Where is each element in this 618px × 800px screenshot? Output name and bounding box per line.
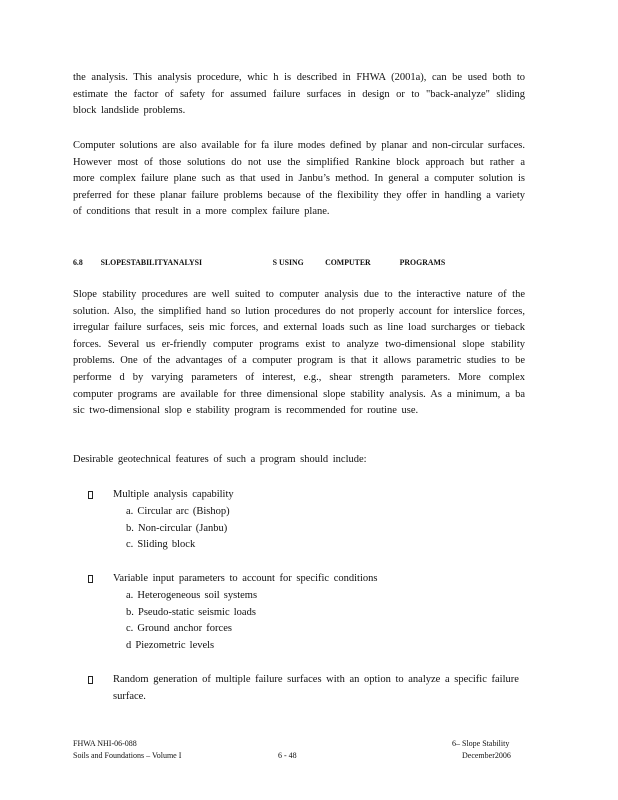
footer-chapter: 6– Slope Stability <box>452 739 510 748</box>
list-item <box>88 672 528 706</box>
footer-date: December2006 <box>462 751 511 760</box>
paragraph-slope-stability-procedures: Slope stability procedures are well suited to computer analysis due to the interactive nature of the solution. Also, the simplified hand so lution procedures do not properly account for interslice forces, irregular failure surfaces, seis mic forces, and external loads such as line load surcharges or tieback forces. Several us er-friendly computer programs exist to analyze two-dimensional slope stability problems. One of the advantages of a computer program is that it allows parametric studies to be performe d by varying parameters of interest, e.g., shear strength parameters. More complex computer programs are available for three dimensional slope stability analysis. As a minimum, a ba sic two-dimensional slop e stability program is recommended for routine use. <box>73 289 525 417</box>
paragraph-analysis: the analysis. This analysis procedure, whic h is described in FHWA (2001a), can be used both to estimate the factor of safety for assumed failure surfaces in design or to "back-analyze" sliding block landslide problems. <box>73 72 525 117</box>
bullet-box-icon <box>88 676 93 684</box>
sub-list-item: c. Ground anchor forces <box>126 623 232 635</box>
list-item <box>88 487 528 554</box>
feature-list <box>88 487 528 554</box>
sub-list-item: b. Pseudo-static seismic loads <box>126 606 256 618</box>
feature-list <box>88 571 528 655</box>
section-title-part-2: S USING <box>272 257 304 267</box>
footer-document-title: Soils and Foundations – Volume I <box>73 751 182 760</box>
footer-document-id: FHWA NHI-06-088 <box>73 739 137 748</box>
section-title-part-1: SLOPESTABILITYANALYSI <box>100 257 203 267</box>
section-title-part-3: COMPUTER <box>325 257 371 267</box>
sub-list-item: a. Circular arc (Bishop) <box>126 505 230 517</box>
section-title-part-4: PROGRAMS <box>399 257 446 267</box>
feature-list <box>88 672 528 706</box>
list-item-text: Variable input parameters to account for specific conditions <box>113 573 378 584</box>
sub-list-item: a. Heterogeneous soil systems <box>126 589 258 601</box>
bullet-box-icon <box>88 575 93 583</box>
list-item-text: Multiple analysis capability <box>113 489 234 500</box>
list-item <box>88 571 528 655</box>
section-number: 6.8 <box>73 257 83 267</box>
sub-list-item: b. Non-circular (Janbu) <box>126 522 228 534</box>
paragraph-desirable-features: Desirable geotechnical features of such a program should include: <box>73 454 367 465</box>
footer-left <box>73 738 181 762</box>
list-item-text: Random generation of multiple failure surfaces with an option to analyze a specific failure surface. <box>113 674 519 702</box>
bullet-box-icon <box>88 491 93 499</box>
page-number: 6 - 48 <box>278 751 297 760</box>
sub-list-item: d Piezometric levels <box>126 640 215 652</box>
sub-list-item: c. Sliding block <box>126 539 196 551</box>
paragraph-computer-solutions: Computer solutions are also available for fa ilure modes defined by planar and non-circular surfaces. However most of those solutions do not use the simplified Rankine block approach but rather a more complex failure plane such as that used in Janbu’s method. In general a computer solution is preferred for these planar failure problems because of the flexibility they offer in handling a variety of conditions that result in a more complex failure plane. <box>73 140 525 218</box>
footer-right <box>452 738 512 762</box>
